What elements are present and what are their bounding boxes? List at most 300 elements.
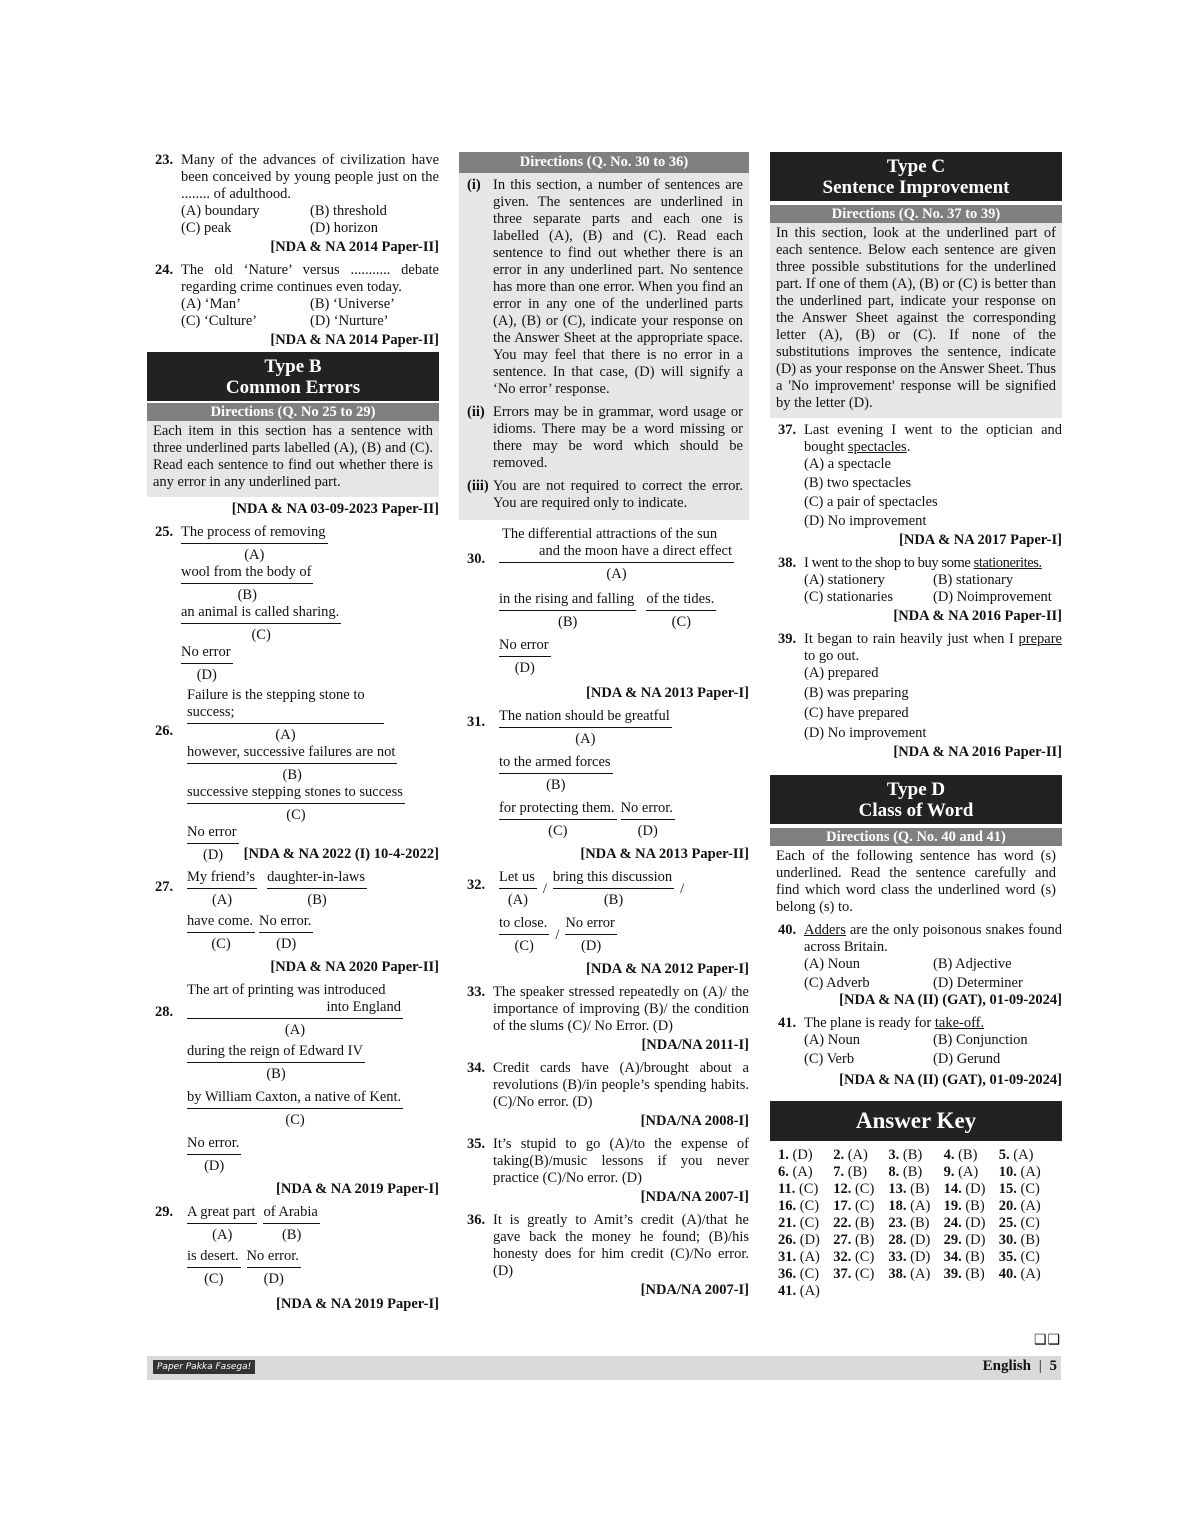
answer-number: 11. (778, 1181, 796, 1197)
segment-a (499, 543, 734, 583)
segment-text: No error. (621, 800, 675, 820)
question-number: 41. (778, 1015, 797, 1031)
page-number: 5 (1049, 1358, 1057, 1374)
section-title: Common Errors (225, 377, 361, 398)
option-d: (D) No improvement (804, 725, 927, 741)
direction-roman: (i) (467, 177, 481, 193)
question-number: 37. (778, 422, 797, 438)
answer-option: (A) (910, 1266, 931, 1282)
answer-key-item (833, 1147, 888, 1164)
segment-label: (C) (548, 823, 568, 839)
answer-option: (A) (799, 1249, 820, 1265)
answer-number: 2. (833, 1147, 845, 1163)
segment-d (181, 644, 233, 684)
answer-option: (C) (854, 1198, 875, 1214)
question-text (804, 922, 1062, 956)
segment-label: (A) (212, 1227, 233, 1243)
option-a: (A) prepared (804, 665, 879, 681)
segment-a (181, 524, 328, 564)
answer-number: 16. (778, 1198, 797, 1214)
segment-text: bring this discussion (553, 869, 674, 889)
segment-text: to close. (499, 915, 549, 935)
answer-number: 7. (833, 1164, 845, 1180)
segment-a (187, 704, 384, 744)
segment-row (187, 1204, 439, 1244)
options (804, 456, 1062, 530)
underlined-part: prepare (1018, 631, 1062, 647)
segment-label: (D) (514, 660, 535, 676)
answer-number: 41. (778, 1283, 797, 1299)
question-text (804, 555, 1062, 572)
segment-row (499, 800, 749, 840)
source-tag: [NDA & NA 2012 Paper-I] (586, 961, 749, 977)
answer-option: (D) (965, 1232, 986, 1248)
segment-c (646, 591, 716, 631)
answer-key-item (778, 1215, 833, 1232)
segment-label: (C) (514, 938, 534, 954)
answer-key-item (944, 1266, 999, 1283)
segment-label: (D) (196, 667, 217, 683)
option-d: (D) horizon (310, 220, 379, 236)
option-d: (D) Noimprovement (933, 589, 1052, 605)
answer-option: (C) (799, 1215, 820, 1231)
segment-text: by William Caxton, a native of Kent. (187, 1089, 403, 1109)
option-d: (D) No improvement (804, 513, 927, 529)
question-23 (147, 152, 439, 256)
segment-text: into England (187, 999, 403, 1019)
question-number: 38. (778, 555, 797, 571)
source-tag: [NDA & NA 2020 Paper-II] (270, 959, 439, 975)
question-text: It’s stupid to go (A)/to the expense of taking(B)/music lessons if you never practice (C)/No error. (D) (493, 1136, 749, 1186)
segment-c (499, 915, 549, 955)
source-tag: [NDA & NA 2017 Paper-I] (899, 532, 1062, 548)
direction-text: Errors may be in grammar, word usage or idioms. There may be a word missing or there may be word which should be removed. (493, 404, 743, 471)
question-number: 35. (467, 1136, 486, 1152)
answer-key-item (999, 1249, 1054, 1266)
question-text: The old ‘Nature’ versus ........... debate regarding crime continues even today. (181, 262, 439, 295)
answer-option: (A) (792, 1164, 813, 1180)
question-number: 32. (467, 877, 486, 893)
question-number: 39. (778, 631, 797, 647)
segment-label: (A) (606, 566, 627, 582)
segment-text: during the reign of Edward IV (187, 1043, 365, 1063)
directions-body: Each item in this section has a sentence with three underlined parts labelled (A), (B) and (C). Read each sentence to find out whether there is any error in any underlined part. (147, 421, 439, 497)
segment-text: No error. (259, 913, 313, 933)
question-number: 36. (467, 1212, 486, 1228)
section-header-type-b (147, 352, 439, 401)
section-header-type-d (770, 775, 1062, 824)
question-24 (147, 262, 439, 349)
answer-key-item (888, 1147, 943, 1164)
question-number: 27. (155, 879, 174, 895)
answer-number: 15. (998, 1181, 1017, 1197)
text-part: It began to rain heavily just when I (804, 631, 1019, 647)
option-b: (B) was preparing (804, 685, 909, 701)
option-a: (A) Noun (804, 956, 860, 972)
direction-text: You are not required to correct the error. You are required only to indicate. (493, 478, 743, 511)
segment-label: (D) (581, 938, 602, 954)
source-tag: [NDA/NA 2007-I] (640, 1282, 749, 1298)
page-footer (147, 1356, 1061, 1380)
segment-label: (B) (557, 614, 578, 630)
answer-option: (B) (965, 1266, 985, 1282)
source-tag: [NDA/NA 2011-I] (641, 1037, 749, 1053)
options (181, 203, 439, 237)
question-number: 25. (155, 524, 174, 540)
segment-text: No error (187, 824, 239, 844)
option-b: (B) ‘Universe’ (310, 296, 395, 312)
answer-option: (B) (854, 1232, 875, 1248)
question-number: 34. (467, 1060, 486, 1076)
options (181, 296, 439, 330)
answer-option: (B) (965, 1198, 985, 1214)
segment-label: (B) (281, 1227, 302, 1243)
question-26 (147, 687, 439, 863)
publisher-logo: Paper Pakka Fasega! (153, 1360, 255, 1374)
segment-label: (C) (211, 936, 231, 952)
question-text: Many of the advances of civilization have been conceived by young people just on the ........ of adulthood. (181, 152, 439, 202)
option-a: (A) boundary (181, 203, 260, 219)
directions-title: Directions (Q. No. 40 and 41) (770, 828, 1062, 846)
segment-text: My friend’s (187, 869, 257, 889)
options (804, 1032, 1062, 1068)
answer-number: 35. (998, 1249, 1017, 1265)
answer-option: (D) (910, 1249, 931, 1265)
source-tag: [NDA & NA 2013 Paper-I] (586, 685, 749, 701)
answer-option: (C) (1020, 1181, 1040, 1197)
answer-option: (D) (792, 1147, 813, 1163)
answer-option: (C) (854, 1181, 875, 1197)
option-c: (C) peak (181, 220, 232, 236)
answer-key-item (778, 1164, 833, 1181)
answer-key-item (944, 1147, 999, 1164)
question-number: 33. (467, 984, 486, 1000)
answer-key-item (833, 1215, 888, 1232)
segment-c (187, 1089, 403, 1129)
segment-row (499, 591, 749, 631)
answer-number: 20. (998, 1198, 1017, 1214)
segment-text: in the rising and falling (499, 591, 636, 611)
option-b: (B) Conjunction (933, 1032, 1028, 1048)
option-d: (D) Determiner (933, 975, 1023, 991)
segment-text: success; (187, 704, 384, 724)
segment-row (499, 869, 749, 909)
answer-key-item (888, 1232, 943, 1249)
direction-roman: (iii) (467, 478, 489, 494)
section-title: Class of Word (858, 800, 974, 821)
question-37 (770, 422, 1062, 549)
answer-key-item (833, 1198, 888, 1215)
source-tag: [NDA & NA 03-09-2023 Paper-II] (231, 501, 439, 517)
text-part: I went to the shop to buy some (804, 555, 974, 571)
segment-row (499, 915, 749, 955)
text-part: to go out. (804, 648, 860, 664)
option-c: (C) have prepared (804, 705, 909, 721)
text-part: . (906, 439, 911, 455)
question-28 (147, 982, 439, 1198)
answer-key-item (778, 1147, 833, 1164)
segment-text: A great part (187, 1204, 257, 1224)
question-text (804, 1015, 1062, 1032)
source-tag: [NDA & NA 2019 Paper-I] (276, 1181, 439, 1197)
option-c: (C) Adverb (804, 975, 870, 991)
segment-text: The nation should be greatful (499, 708, 672, 728)
segment-text: No error. (187, 1135, 241, 1155)
question-29 (147, 1204, 439, 1313)
question-40 (770, 922, 1062, 1009)
segment-text: No error. (247, 1248, 301, 1268)
segment-d (621, 800, 675, 840)
question-text: Credit cards have (A)/brought about a revolutions (B)/in people’s spending habits. (C)/No error. (D) (493, 1060, 749, 1110)
segment-d (259, 913, 313, 953)
segment-text: of the tides. (646, 591, 716, 611)
direction-item (459, 404, 743, 472)
option-c: (C) stationaries (804, 589, 893, 605)
segment-text: an animal is called sharing. (181, 604, 341, 624)
answer-option: (D) (965, 1181, 986, 1197)
answer-number: 27. (833, 1232, 852, 1248)
answer-key-item (944, 1232, 999, 1249)
section-type: Type C (886, 156, 946, 177)
segment-row (187, 1248, 439, 1288)
answer-number: 26. (778, 1232, 797, 1248)
segment-text: to the armed forces (499, 754, 613, 774)
segment-text: for protecting them. (499, 800, 617, 820)
answer-option: (B) (847, 1164, 868, 1180)
question-lead: The art of printing was introduced (187, 982, 386, 998)
segment-label: (D) (204, 1158, 225, 1174)
answer-option: (B) (965, 1249, 985, 1265)
option-b: (B) Adjective (933, 956, 1012, 972)
answer-number: 12. (833, 1181, 852, 1197)
answer-number: 9. (943, 1164, 955, 1180)
section-type: Type D (886, 779, 946, 800)
answer-key-item (999, 1164, 1054, 1181)
segment-text: however, successive failures are not (187, 744, 397, 764)
answer-number: 32. (833, 1249, 852, 1265)
answer-option: (A) (1020, 1164, 1041, 1180)
answer-number: 3. (888, 1147, 900, 1163)
answer-number: 5. (998, 1147, 1010, 1163)
text-part: Last evening I went to the optician and bought (804, 422, 1062, 455)
answer-number: 6. (778, 1164, 789, 1180)
segment-a (187, 1204, 257, 1244)
segment-c (187, 913, 255, 953)
question-33 (459, 984, 749, 1054)
answer-key-item (999, 1198, 1054, 1215)
segment-label: (A) (575, 731, 596, 747)
direction-text: In this section, a number of sentences are given. The sentences are underlined in three separate parts and each one is labelled (A), (B) and (C). Read each sentence to find out whether there is an error in any underlined part. No sentence has more than one error. When you find an error in any one of the underlined parts (A), (B) or (C), indicate your response on the Answer Sheet at the appropriate space. You may feel that there is no error in a sentence. In that case, (D) will signify a ‘No error’ response. (493, 177, 743, 397)
answer-number: 19. (943, 1198, 962, 1214)
answer-number: 13. (888, 1181, 907, 1197)
answer-option: (C) (799, 1198, 820, 1214)
question-30 (459, 526, 749, 702)
option-b: (B) two spectacles (804, 475, 912, 491)
source-tag: [NDA/NA 2007-I] (640, 1189, 749, 1205)
question-text (804, 631, 1062, 665)
answer-option: (A) (1020, 1266, 1041, 1282)
segment-text: No error (565, 915, 617, 935)
answer-option: (B) (854, 1215, 875, 1231)
segment-label: (C) (285, 1112, 305, 1128)
column-middle (459, 152, 749, 1305)
answer-key-item (944, 1215, 999, 1232)
segment-b (187, 1043, 365, 1083)
option-b: (B) threshold (310, 203, 387, 219)
question-number: 24. (155, 262, 174, 278)
segment-label: (B) (546, 777, 566, 793)
question-41 (770, 1015, 1062, 1089)
answer-key-item (833, 1232, 888, 1249)
answer-key-item (778, 1181, 833, 1198)
answer-key-item (944, 1181, 999, 1198)
answer-number: 36. (778, 1266, 797, 1282)
segment-c (187, 784, 405, 824)
question-number: 31. (467, 714, 486, 730)
answer-option: (A) (910, 1198, 931, 1214)
answer-option: (B) (902, 1147, 923, 1163)
segment-b (499, 591, 636, 631)
segment-c (499, 800, 617, 840)
options (804, 665, 1062, 742)
separator-slash: / (680, 880, 685, 897)
answer-option: (A) (958, 1164, 979, 1180)
answer-number: 21. (778, 1215, 797, 1231)
answer-number: 4. (943, 1147, 955, 1163)
answer-key-item (944, 1164, 999, 1181)
question-32 (459, 869, 749, 978)
option-b: (B) stationary (933, 572, 1014, 588)
answer-number: 10. (998, 1164, 1017, 1180)
segment-label: (A) (275, 727, 296, 743)
answer-key-item (833, 1266, 888, 1283)
segment-row (187, 913, 439, 953)
answer-key-item (833, 1164, 888, 1181)
section-type: Type B (264, 356, 322, 377)
segment-label: (D) (276, 936, 297, 952)
answer-key-item (778, 1198, 833, 1215)
segment-text: wool from the body of (181, 564, 313, 584)
answer-option: (B) (902, 1164, 923, 1180)
answer-number: 40. (998, 1266, 1017, 1282)
segment-label: (D) (263, 1271, 284, 1287)
answer-key-item (833, 1249, 888, 1266)
segment-label: (C) (671, 614, 692, 630)
answer-option: (B) (1020, 1232, 1040, 1248)
answer-option: (C) (1020, 1249, 1040, 1265)
segment-label: (B) (603, 892, 624, 908)
direction-item (459, 478, 743, 512)
section-header-type-c (770, 152, 1062, 201)
answer-option: (C) (854, 1266, 875, 1282)
segment-d (565, 915, 617, 955)
answer-option: (B) (910, 1181, 930, 1197)
answer-number: 34. (943, 1249, 962, 1265)
segment-text: and the moon have a direct effect (499, 543, 734, 563)
direction-roman: (ii) (467, 404, 485, 420)
segment-text: No error (499, 637, 551, 657)
source-tag: [NDA & NA 2016 Paper-II] (893, 608, 1062, 624)
question-number: 30. (467, 551, 486, 567)
directions-title: Directions (Q. No. 37 to 39) (770, 205, 1062, 223)
answer-option: (C) (799, 1266, 820, 1282)
segment-label: (C) (251, 627, 271, 643)
answer-key-header: Answer Key (770, 1101, 1062, 1141)
source-tag: [NDA & NA 2019 Paper-I] (276, 1296, 439, 1312)
answer-key-item (778, 1249, 833, 1266)
segment-c (187, 1248, 241, 1288)
segment-label: (B) (237, 587, 257, 603)
answer-option: (C) (1020, 1215, 1040, 1231)
answer-key-item (888, 1215, 943, 1232)
answer-key-item (888, 1249, 943, 1266)
source-tag: [NDA & NA 2014 Paper-II] (270, 239, 439, 255)
segment-label: (B) (282, 767, 302, 783)
answer-key-item (999, 1232, 1054, 1249)
text-part: are the only poisonous snakes found across Britain. (804, 922, 1062, 955)
answer-number: 33. (888, 1249, 907, 1265)
segment-text: Let us (499, 869, 537, 889)
question-number: 23. (155, 152, 174, 168)
answer-key-item (833, 1181, 888, 1198)
segment-label: (A) (211, 892, 233, 908)
source-tag: [NDA & NA 2013 Paper-II] (580, 846, 749, 862)
segment-label: (B) (266, 1066, 286, 1082)
answer-key-item (888, 1181, 943, 1198)
directions-body: In this section, look at the underlined part of each sentence. Below each sentence are given three possible substitutions for the underlined part. If one of them (A), (B) or (C) is better than the underlined part, indicate your response on the Answer Sheet against the corresponding letter (A), (B) or (C). If none of the substitutions improves the sentence, indicate (D) as your response on the Answer Sheet. Thus a 'No improvement' response will be signified by the letter (D). (770, 223, 1062, 418)
segment-d (499, 637, 551, 677)
answer-number: 14. (943, 1181, 962, 1197)
underlined-part: take-off. (934, 1015, 985, 1031)
source-tag: [NDA & NA (II) (GAT), 01-09-2024] (839, 992, 1062, 1008)
segment-label: (B) (307, 892, 327, 908)
source-tag: [NDA & NA 2016 Paper-II] (893, 744, 1062, 760)
answer-number: 23. (888, 1215, 907, 1231)
separator-slash: / (555, 926, 560, 943)
option-a: (A) stationery (804, 572, 885, 588)
answer-option: (A) (847, 1147, 868, 1163)
segment-b (263, 1204, 319, 1244)
segment-text: The process of removing (181, 524, 328, 544)
answer-option: (A) (1013, 1147, 1034, 1163)
segment-label: (A) (284, 1022, 306, 1038)
question-39 (770, 631, 1062, 761)
segment-text: daughter-in-laws (267, 869, 367, 889)
segment-text: have come. (187, 913, 255, 933)
answer-key-item (999, 1215, 1054, 1232)
segment-a (499, 869, 537, 909)
segment-text: of Arabia (263, 1204, 319, 1224)
option-c: (C) Verb (804, 1051, 855, 1067)
page-label (983, 1358, 1057, 1375)
question-number: 29. (155, 1204, 174, 1220)
question-31 (459, 708, 749, 863)
answer-number: 31. (778, 1249, 797, 1265)
option-a: (A) a spectacle (804, 456, 891, 472)
segment-d (247, 1248, 301, 1288)
directions-title: Directions (Q. No. 30 to 36) (459, 152, 749, 173)
answer-number: 30. (998, 1232, 1017, 1248)
subject-name: English (982, 1358, 1031, 1374)
answer-number: 1. (778, 1147, 789, 1163)
text-part: The plane is ready for (804, 1015, 935, 1031)
segment-text: successive stepping stones to success (187, 784, 405, 804)
answer-key-item (999, 1181, 1054, 1198)
underlined-part: Adders (804, 922, 846, 938)
segment-label: (A) (244, 547, 265, 563)
question-number: 40. (778, 922, 797, 938)
directions-title: Directions (Q. No 25 to 29) (147, 403, 439, 421)
